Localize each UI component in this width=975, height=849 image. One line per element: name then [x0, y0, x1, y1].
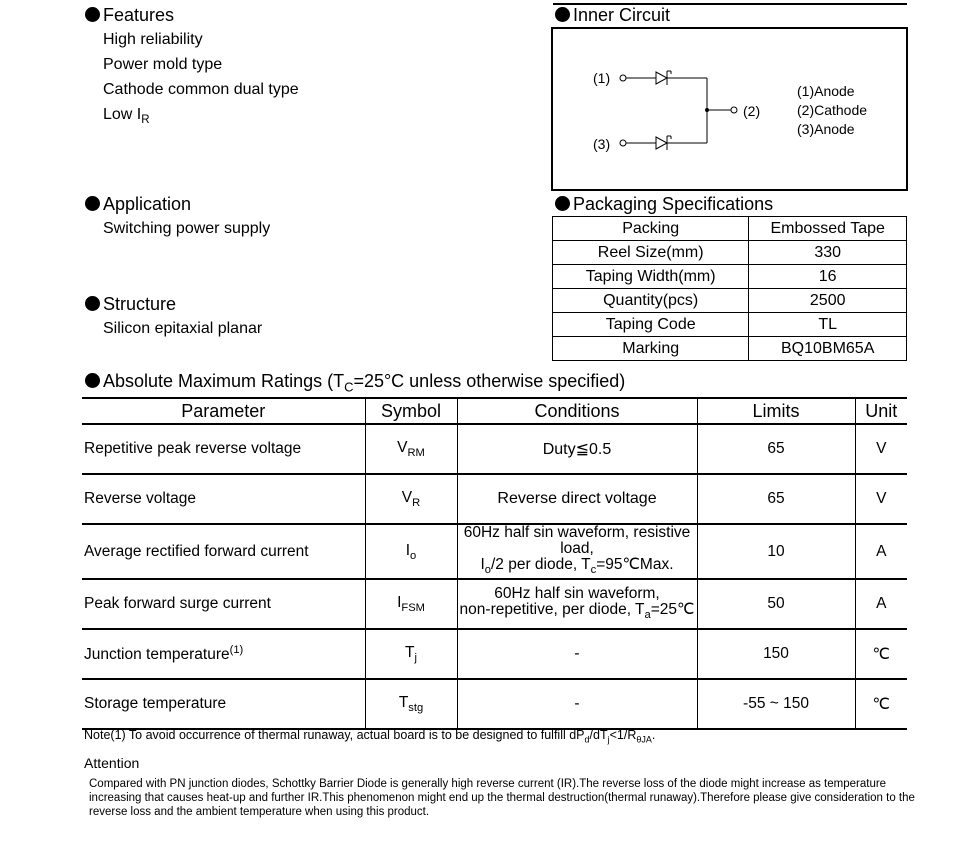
column-header: Symbol	[365, 398, 457, 424]
feature-item: Cathode common dual type	[103, 81, 299, 98]
application-item: Switching power supply	[103, 220, 271, 237]
ratings-table	[82, 397, 907, 730]
structure-heading: Structure	[85, 294, 176, 315]
feature-item: High reliability	[103, 31, 203, 48]
table-row: Storage temperature $T_{stg}$ - -55 ~ 150 ℃	[82, 679, 907, 729]
inner-circuit-box	[551, 27, 908, 191]
table-row: Peak forward surge current $I_{FSM}$ 60Hz half sin waveform, non-repetitive, per diode, $T_a=25℃$ 50 A	[82, 579, 907, 629]
pin-legend: (1)Anode (2)Cathode (3)Anode	[797, 83, 868, 137]
table-row: Packing Embossed Tape	[553, 217, 907, 241]
diode-1-icon	[656, 72, 667, 84]
table-header-row	[82, 398, 907, 424]
application-heading: Application	[85, 194, 191, 215]
pin1-terminal	[620, 75, 626, 81]
table-row: Junction temperature$^{(1)}$ $T_j$ - 150 ℃	[82, 629, 907, 679]
pin-label: (3)	[593, 136, 611, 152]
structure-item: Silicon epitaxial planar	[103, 320, 263, 337]
column-header: Limits	[697, 398, 855, 424]
pin-label: (1)	[593, 70, 611, 86]
table-row: Marking BQ10BM65A	[553, 337, 907, 361]
table-row: Reverse voltage $V_R$ Reverse direct voltage 65 V	[82, 474, 907, 524]
pin3-terminal	[620, 140, 626, 146]
table-row: Quantity(pcs) 2500	[553, 289, 907, 313]
column-header: Conditions	[457, 398, 697, 424]
pin-label: (2)	[743, 103, 761, 119]
bullet-icon	[555, 196, 570, 211]
diode-2-icon	[656, 137, 667, 149]
packaging-table	[552, 216, 907, 361]
column-header: Unit	[855, 398, 907, 424]
bullet-icon	[555, 7, 570, 22]
bullet-icon	[85, 373, 100, 388]
feature-item: Power mold type	[103, 56, 223, 73]
ratings-heading: Absolute Maximum Ratings ($T_C=25^\circ C$ unless otherwise specified)	[85, 371, 625, 395]
inner-circuit-heading: Inner Circuit	[555, 5, 670, 26]
table-row: Taping Code TL	[553, 313, 907, 337]
bullet-icon	[85, 7, 100, 22]
table-row: Reel Size(mm) 330	[553, 241, 907, 265]
packaging-heading: Packaging Specifications	[555, 194, 773, 215]
bullet-icon	[85, 196, 100, 211]
attention-heading: Attention	[84, 755, 140, 771]
bullet-icon	[85, 296, 100, 311]
features-heading: Features	[85, 5, 174, 26]
table-row: Average rectified forward current $I_o$ 60Hz half sin waveform, resistive load, $I_o/2$ per diode, $T_c=95℃Max$. 10 A	[82, 524, 907, 579]
attention-text: Compared with PN junction diodes, Schottky Barrier Diode is generally high reverse current (IR).The reverse loss of the diode might increase as temperature increasing that causes heat-up and further IR.This phenomenon might end up the thermal destruction(thermal runaway).Therefore please give consideration to the reverse loss and the ambient temperature when using this product.	[89, 778, 915, 818]
thermal-note: Note(1) To avoid occurrence of thermal runaway, actual board is to be designed to fulfill $dP_d/dT_j<1/R_{\theta JA}$.	[84, 728, 656, 745]
pin2-terminal	[731, 107, 737, 113]
table-row: Repetitive peak reverse voltage $V_{RM}$ Duty≦0.5 65 V	[82, 424, 907, 474]
column-header: Parameter	[82, 398, 365, 424]
feature-item: Low $I_R$	[103, 106, 150, 127]
table-row: Taping Width(mm) 16	[553, 265, 907, 289]
